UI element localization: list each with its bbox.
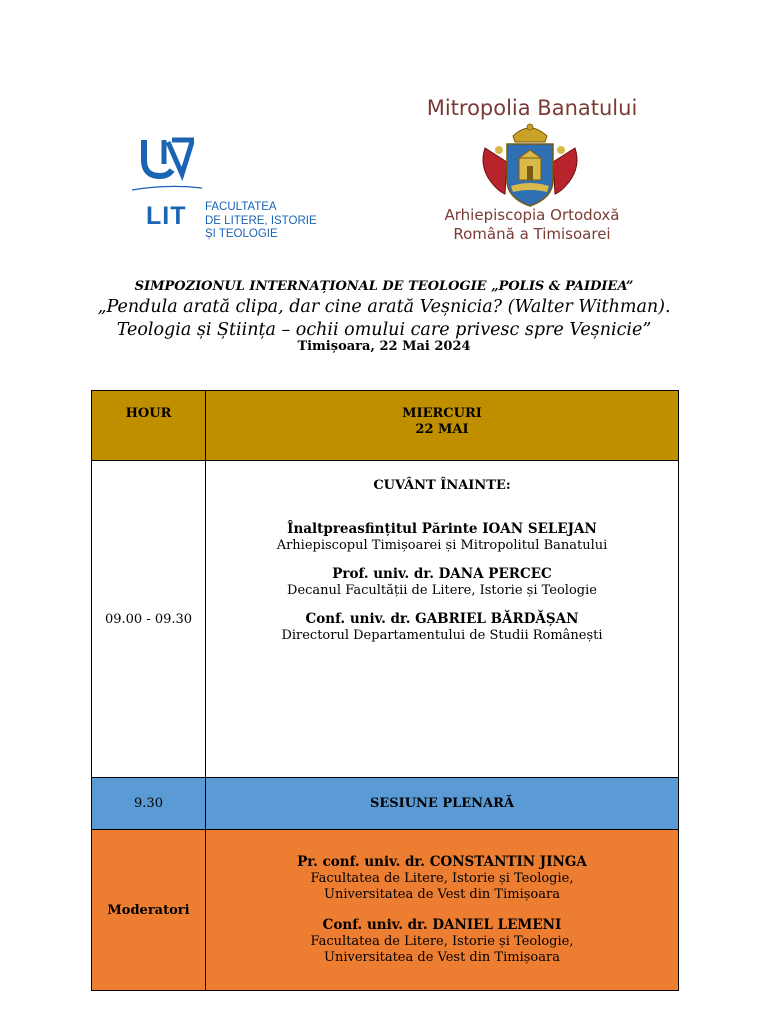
moderators-label: Moderatori xyxy=(92,830,206,991)
hour-header: HOUR xyxy=(92,391,206,461)
moderator-entry: Pr. conf. univ. dr. CONSTANTIN JINGA Facultatea de Litere, Istorie și Teologie, Universitatea de Vest din Timișoara xyxy=(297,854,587,902)
symposium-theme: „Pendula arată clipa, dar cine arată Veșnicia? (Walter Withman). Teologia și Știința – ochii omului care privesc spre Veșnicie” xyxy=(97,297,671,340)
arhiepiscopia-name: Arhiepiscopia Ortodoxă Română a Timisoarei xyxy=(444,206,620,243)
day-header: MIERCURI 22 MAI xyxy=(206,391,679,461)
session-title: SESIUNE PLENARĂ xyxy=(206,778,679,830)
moderators-cell xyxy=(206,830,679,991)
speaker-entry: Prof. univ. dr. DANA PERCEC Decanul Facultății de Litere, Istorie și Teologie xyxy=(287,566,597,598)
opening-cell xyxy=(206,461,679,778)
symposium-title: SIMPOZIONUL INTERNAȚIONAL DE TEOLOGIE „POLIS & PAIDIEA” xyxy=(134,279,634,294)
opening-title: CUVÂNT ÎNAINTE: xyxy=(373,478,511,493)
time-cell: 09.00 - 09.30 xyxy=(92,461,206,778)
table-header-row xyxy=(92,391,679,461)
table-row xyxy=(92,778,679,830)
uvt-emblem-icon xyxy=(128,134,318,204)
moderator-entry: Conf. univ. dr. DANIEL LEMENI Facultatea de Litere, Istorie și Teologie, Universitatea de Vest din Timișoara xyxy=(310,917,574,965)
symposium-date: Timișoara, 22 Mai 2024 xyxy=(297,339,471,354)
coat-of-arms-icon xyxy=(475,122,585,208)
speaker-entry: Înaltpreasfințitul Părinte IOAN SELEJAN Arhiepiscopul Timișoarei și Mitropolitul Banatului xyxy=(276,521,608,553)
lit-letters: LIT xyxy=(146,202,187,230)
schedule-table xyxy=(91,390,679,991)
speaker-entry: Conf. univ. dr. GABRIEL BĂRDĂȘAN Directorul Departamentului de Studii Românești xyxy=(281,611,603,643)
time-cell: 9.30 xyxy=(92,778,206,830)
table-row xyxy=(92,461,679,778)
faculty-name: FACULTATEA DE LITERE, ISTORIE ȘI TEOLOGIE xyxy=(205,201,317,240)
uvt-lit-logo xyxy=(128,134,318,244)
mitropolia-title: Mitropolia Banatului xyxy=(426,96,638,120)
table-row xyxy=(92,830,679,991)
